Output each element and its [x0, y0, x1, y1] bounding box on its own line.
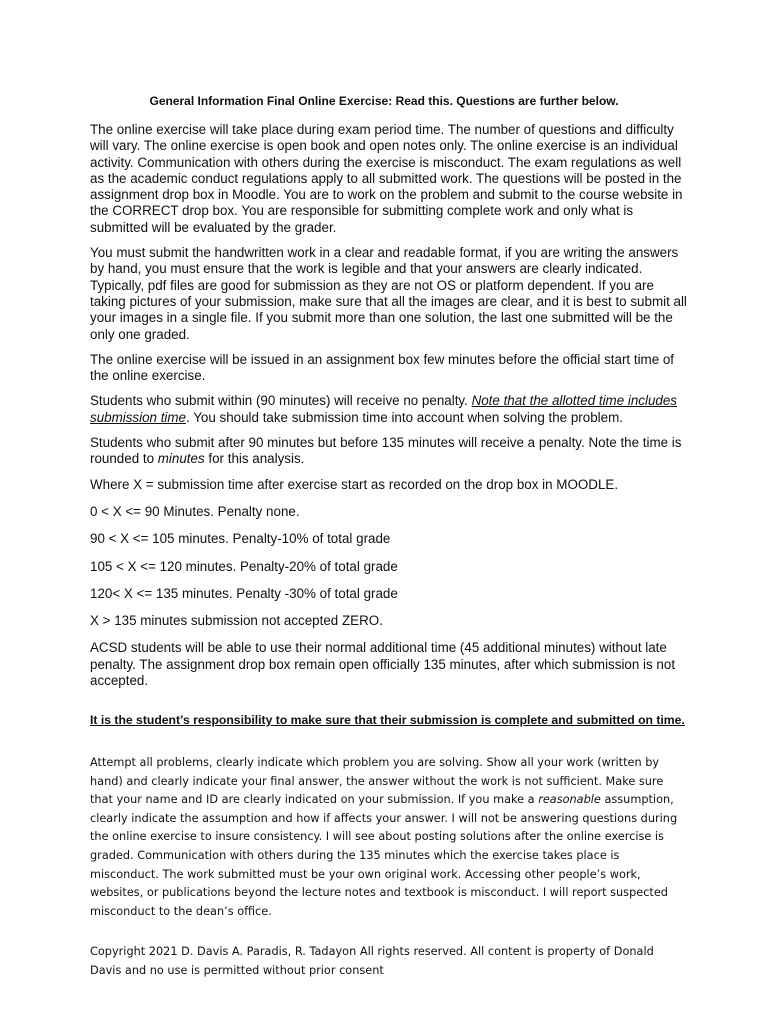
- responsibility-notice: It is the student’s responsibility to make sure that their submission is complete and submitted on time.: [90, 713, 685, 727]
- penalty-rule-3: 105 < X <= 120 minutes. Penalty-20% of total grade: [90, 558, 398, 574]
- paragraph-late-penalty: Students who submit after 90 minutes but before 135 minutes will receive a penalty. Note the time is rounded to minutes for this analysis.: [90, 435, 682, 467]
- copyright-notice: Copyright 2021 D. Davis A. Paradis, R. Tadayon All rights reserved. All content is property of Donald Davis and no use is permitted without prior consent: [90, 945, 654, 977]
- paragraph-definition-x: Where X = submission time after exercise start as recorded on the drop box in MOODLE.: [90, 476, 619, 492]
- paragraph-acsd: ACSD students will be able to use their normal additional time (45 additional minutes) without late penalty. The assignment drop box remain open officially 135 minutes, after which submission is not accepted.: [90, 640, 676, 689]
- paragraph-issue-time: The online exercise will be issued in an assignment box few minutes before the official start time of the online exercise.: [90, 351, 675, 384]
- main-body: [90, 122, 690, 698]
- page-title: General Information Final Online Exercise: Read this. Questions are further below.: [149, 94, 619, 108]
- penalty-rule-2: 90 < X <= 105 minutes. Penalty-10% of total grade: [90, 531, 391, 547]
- emphasis-reasonable: reasonable: [538, 793, 601, 807]
- penalty-rule-5: X > 135 minutes submission not accepted ZERO.: [90, 613, 383, 629]
- paragraph-instructions: Attempt all problems, clearly indicate which problem you are solving. Show all your work (written by hand) and clearly indicate your final answer, the answer without the work is not sufficient. Make sure that your name and ID are clearly indicated on your submission. If you make a reasonable assumption, clearly indicate the assumption and how if affects your answer. I will not be answering questions during the online exercise to insure consistency. I will see about posting solutions after the online exercise is graded. Communication with others during the 135 minutes which the exercise takes place is misconduct. The work submitted must be your own original work. Accessing other people’s work, websites, or publications beyond the lecture notes and textbook is misconduct. I will report suspected misconduct to the dean’s office.: [90, 756, 678, 918]
- paragraph-no-penalty: Students who submit within (90 minutes) will receive no penalty. Note that the allotted time includes submission time. You should take submission time into account when solving the problem.: [90, 393, 678, 425]
- emphasis-minutes: minutes: [157, 451, 205, 467]
- paragraph-submission-format: You must submit the handwritten work in a clear and readable format, if you are writing the answers by hand, you must ensure that the work is legible and that your answers are clearly indicated. Typically, pdf files are good for submission as they are not OS or platform dependent. If you are taking pictures of your submission, make sure that all the images are clear, and it is best to submit all your images in a single file. If you submit more than one solution, the last one submitted will be the only one graded.: [90, 245, 687, 342]
- penalty-rule-4: 120< X <= 135 minutes. Penalty -30% of total grade: [90, 585, 398, 601]
- penalty-rule-1: 0 < X <= 90 Minutes. Penalty none.: [90, 503, 300, 519]
- paragraph-exam-overview: The online exercise will take place during exam period time. The number of questions and difficulty will vary. The online exercise is open book and open notes only. The online exercise is an individual activity. Communication with others during the exercise is misconduct. The exam regulations as well as the academic conduct regulations apply to all submitted work. The questions will be posted in the assignment drop box in Moodle. You are to work on the problem and submit to the course website in the CORRECT drop box. You are responsible for submitting complete work and only what is submitted will be evaluated by the grader.: [90, 122, 683, 235]
- emphasis-allotted-time: Note that the allotted time includes submission time: [90, 393, 678, 425]
